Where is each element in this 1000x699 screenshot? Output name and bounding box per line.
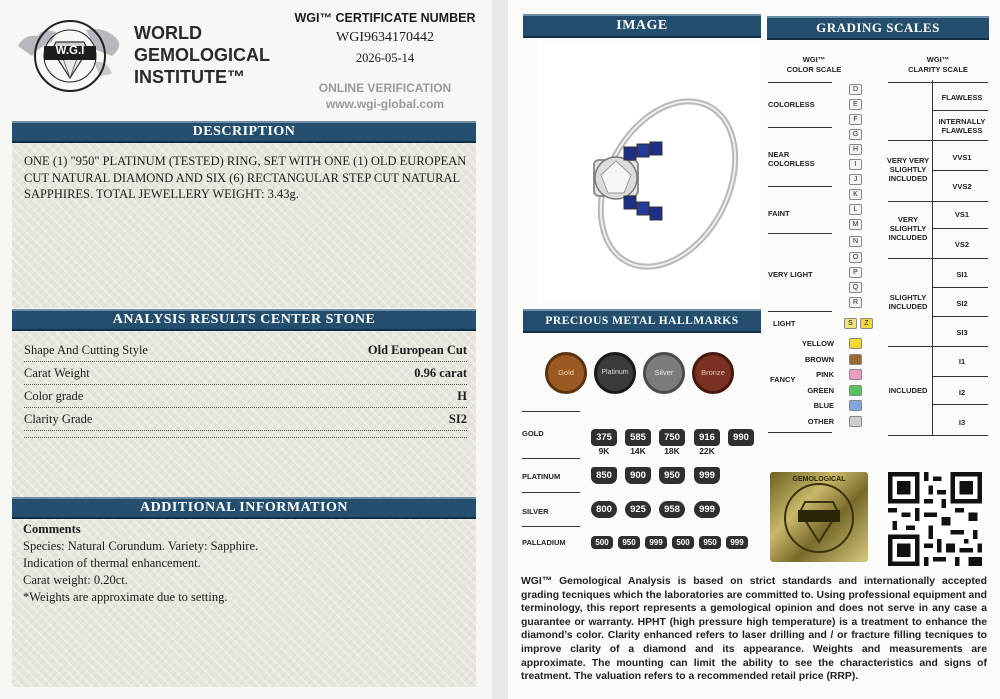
hallmark-karat: 22K — [699, 446, 715, 456]
page-fold — [492, 0, 508, 699]
comments-heading: Comments — [23, 522, 81, 536]
hallmark-stamp: 850 — [591, 467, 617, 484]
color-grade-gem: P — [849, 267, 862, 278]
clarity-grade: VS2 — [954, 240, 970, 249]
description-header: DESCRIPTION — [12, 121, 476, 143]
fancy-color-swatch — [849, 385, 862, 396]
additional-info-header: ADDITIONAL INFORMATION — [12, 497, 476, 519]
analysis-row — [24, 408, 467, 431]
clarity-scale-title-line2: CLARITY SCALE — [908, 65, 968, 74]
hallmark-metal-label: PALLADIUM — [522, 538, 566, 547]
clarity-group-name: INCLUDED — [888, 386, 928, 395]
color-grade-gem: N — [849, 236, 862, 247]
comment-line: *Weights are approximate due to setting. — [23, 590, 228, 604]
coin-label: Bronze — [701, 368, 725, 377]
coin-label: Gold — [558, 368, 574, 377]
coin-label: Silver — [654, 368, 674, 377]
coin-silver — [643, 352, 685, 394]
fancy-color-swatch — [849, 354, 862, 365]
analysis-header: ANALYSIS RESULTS CENTER STONE — [12, 309, 476, 331]
color-grade-gem: Z — [860, 318, 873, 329]
clarity-divider — [888, 201, 988, 202]
hallmark-metal-label: SILVER — [522, 507, 549, 516]
color-grade-gem: G — [849, 129, 862, 140]
color-grade-gem: K — [849, 189, 862, 200]
clarity-grade: I3 — [958, 418, 966, 427]
color-grade-gem: H — [849, 144, 862, 155]
fancy-color-swatch — [849, 338, 862, 349]
analysis-row-value: 0.96 carat — [414, 365, 467, 380]
hallmark-divider — [522, 492, 580, 493]
color-grade-gem: D — [849, 84, 862, 95]
clarity-grade: SI1 — [956, 270, 968, 279]
clarity-divider — [932, 170, 988, 171]
hallmark-stamp: 500 — [591, 536, 613, 549]
clarity-divider — [932, 110, 988, 111]
hallmark-divider — [522, 411, 580, 412]
clarity-divider — [888, 258, 988, 259]
clarity-grade: I1 — [958, 357, 966, 366]
description-panel — [12, 143, 476, 308]
additional-info-panel — [12, 519, 476, 687]
right-certificate-page — [508, 0, 1000, 699]
disclaimer-text: WGI™ Gemological Analysis is based on strict standards and internationally accepted grading tecniques which the laboratories are committed to. Using professional equipment and terminology, this report represents a gemological opinion and does not serve in any case a guarantee or warranty. HPHT (high pressure high temperature) is a treatment to enhance the diamond’s color. Clarity enhanced refers to laser drilling and / or fracture filling tecniques to improve clarity of a diamond and its appearance. Weights and measurements are approximate. The mounting can limit the ability to see the characteristics and signs of treatment. The valuation refers to a recommended retail price (RRP). — [521, 576, 987, 683]
clarity-grade: VS1 — [954, 210, 970, 219]
hallmark-stamp: 999 — [726, 536, 748, 549]
hallmark-stamp: 950 — [659, 467, 685, 484]
color-grade-gem: J — [849, 174, 862, 185]
clarity-divider — [888, 140, 988, 141]
hallmark-stamp: 750 — [659, 429, 685, 446]
analysis-row-label: Clarity Grade — [24, 411, 93, 426]
clarity-scale-title — [888, 55, 988, 75]
hallmark-stamp: 916 — [694, 429, 720, 446]
color-grade-gem: L — [849, 204, 862, 215]
color-scale-title-line2: COLOR SCALE — [786, 65, 842, 74]
analysis-dotted-line — [24, 437, 467, 438]
color-group-label: COLORLESS — [768, 100, 815, 109]
institute-name-line3: INSTITUTE™ — [134, 67, 245, 87]
clarity-grade: SI3 — [956, 328, 968, 337]
image-header: IMAGE — [523, 14, 761, 38]
grading-scales-header: GRADING SCALES — [767, 16, 989, 40]
analysis-row-value: Old European Cut — [367, 342, 467, 357]
hallmark-divider — [522, 458, 580, 459]
fancy-color-label: BLUE — [813, 401, 834, 410]
qr-code[interactable] — [888, 472, 982, 566]
hallmark-stamp: 999 — [694, 467, 720, 484]
color-group-label: FAINT — [768, 209, 790, 218]
clarity-divider — [888, 82, 988, 83]
color-grade-gem: R — [849, 297, 862, 308]
certificate-number: WGI9634170442 — [336, 30, 434, 45]
institute-name-line2: GEMOLOGICAL — [134, 45, 270, 65]
color-grade-gem: O — [849, 252, 862, 263]
wgi-logo — [12, 16, 128, 94]
clarity-grade: I2 — [958, 388, 966, 397]
clarity-grade: FLAWLESS — [941, 93, 983, 102]
analysis-row-label: Color grade — [24, 388, 84, 403]
color-group-divider — [768, 82, 832, 83]
analysis-row-label: Shape And Cutting Style — [24, 342, 148, 357]
left-certificate-page — [0, 0, 492, 699]
color-grade-gem: Q — [849, 282, 862, 293]
description-text: ONE (1) "950" PLATINUM (TESTED) RING, SET WITH ONE (1) OLD EUROPEAN CUT NATURAL DIAMOND AND SIX (6) RECTANGULAR STEP CUT NATURAL SAPPHIRES. TOTAL JEWELLERY WEIGHT: 3.43g. — [24, 154, 467, 201]
comment-line: Indication of thermal enhancement. — [23, 556, 201, 570]
hallmarks-header: PRECIOUS METAL HALLMARKS — [523, 309, 761, 333]
clarity-group-name: VERY SLIGHTLY INCLUDED — [888, 215, 928, 242]
clarity-divider — [888, 435, 988, 436]
analysis-row-label: Carat Weight — [24, 365, 90, 380]
hallmark-stamp: 375 — [591, 429, 617, 446]
fancy-color-label: PINK — [816, 370, 834, 379]
certificate-title: WGI™ CERTIFICATE NUMBER — [294, 11, 476, 25]
hallmark-stamp: 990 — [728, 429, 754, 446]
clarity-grade: SI2 — [956, 299, 968, 308]
certificate-date: 2026-05-14 — [355, 51, 415, 65]
clarity-group-name: SLIGHTLY INCLUDED — [888, 293, 928, 311]
hallmark-stamp: 999 — [645, 536, 667, 549]
clarity-grade: INTERNALLY FLAWLESS — [938, 117, 986, 135]
institute-name — [134, 22, 270, 88]
clarity-group-name: VERY VERY SLIGHTLY INCLUDED — [886, 156, 930, 183]
comment-line: Species: Natural Corundum. Variety: Sapphire. — [23, 539, 259, 553]
hallmark-stamp: 925 — [625, 501, 651, 518]
fancy-color-label: OTHER — [807, 417, 834, 426]
fancy-color-label: YELLOW — [801, 339, 834, 348]
online-verification-url[interactable]: www.wgi-global.com — [325, 97, 445, 111]
hallmark-stamp: 900 — [625, 467, 651, 484]
coin-bronze — [692, 352, 734, 394]
logo-initials: W.G.I — [55, 45, 85, 57]
color-group-divider — [768, 311, 832, 312]
fancy-color-swatch — [849, 369, 862, 380]
coin-platinum — [594, 352, 636, 394]
clarity-divider — [932, 376, 988, 377]
color-scale-title — [770, 55, 858, 75]
color-group-divider — [768, 127, 832, 128]
hallmark-karat: 18K — [664, 446, 680, 456]
hallmark-divider — [522, 526, 580, 527]
analysis-row — [24, 339, 467, 362]
clarity-divider — [932, 316, 988, 317]
color-group-divider — [768, 233, 832, 234]
hallmark-stamp: 958 — [659, 501, 685, 518]
color-group-label: VERY LIGHT — [768, 270, 813, 279]
color-group-divider — [768, 186, 832, 187]
clarity-divider — [932, 287, 988, 288]
hologram-seal — [770, 472, 868, 562]
analysis-row — [24, 362, 467, 385]
color-grade-gem: S — [844, 318, 857, 329]
clarity-divider — [888, 346, 988, 347]
hallmark-stamp: 999 — [694, 501, 720, 518]
hallmark-stamp: 500 — [672, 536, 694, 549]
seal-text: GEMOLOGICAL — [792, 476, 846, 483]
analysis-row — [24, 385, 467, 408]
clarity-divider — [932, 404, 988, 405]
color-group-label: LIGHT — [773, 319, 796, 328]
coin-gold — [545, 352, 587, 394]
fancy-divider — [768, 432, 832, 433]
color-grade-gem: E — [849, 99, 862, 110]
fancy-label: FANCY — [770, 375, 796, 384]
color-scale-title-line1: WGI™ — [802, 55, 826, 64]
hallmark-stamp: 585 — [625, 429, 651, 446]
online-verification-label: ONLINE VERIFICATION — [318, 81, 452, 95]
fancy-color-label: GREEN — [807, 386, 834, 395]
hallmark-stamp: 950 — [618, 536, 640, 549]
color-grade-gem: I — [849, 159, 862, 170]
analysis-row-value: H — [457, 388, 467, 403]
hallmark-karat: 9K — [598, 446, 610, 456]
ring-image — [538, 44, 760, 300]
hallmark-metal-label: GOLD — [522, 429, 544, 438]
fancy-color-label: BROWN — [804, 355, 834, 364]
fancy-color-swatch — [849, 400, 862, 411]
hallmark-metal-label: PLATINUM — [522, 472, 561, 481]
color-grade-gem: F — [849, 114, 862, 125]
hallmark-stamp: 950 — [699, 536, 721, 549]
color-grade-gem: M — [849, 219, 862, 230]
comment-line: Carat weight: 0.20ct. — [23, 573, 128, 587]
institute-name-line1: WORLD — [134, 23, 202, 43]
clarity-grade: VVS2 — [952, 182, 972, 191]
hallmark-karat: 14K — [630, 446, 646, 456]
clarity-grade: VVS1 — [952, 153, 972, 162]
clarity-scale-title-line1: WGI™ — [926, 55, 950, 64]
clarity-divider — [932, 228, 988, 229]
coin-label: Platinum — [601, 369, 629, 376]
analysis-row-value: SI2 — [448, 411, 467, 426]
fancy-color-swatch — [849, 416, 862, 427]
hallmark-stamp: 800 — [591, 501, 617, 518]
color-group-label: NEAR COLORLESS — [768, 150, 815, 168]
